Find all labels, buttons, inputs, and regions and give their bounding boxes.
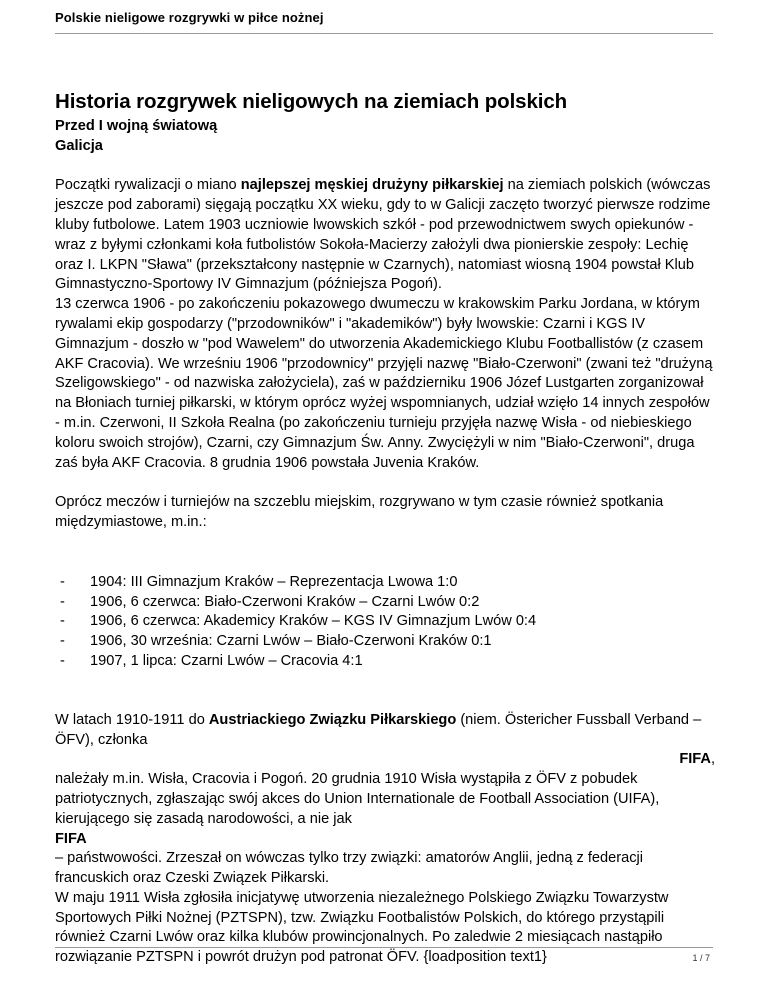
list-bullet: - [60, 593, 65, 610]
list-bullet: - [60, 613, 65, 630]
list-item [55, 593, 715, 613]
match-text: 1907, 1 lipca: Czarni Lwów – Cracovia 4:1 [90, 652, 363, 669]
list-item [55, 573, 715, 593]
article-body [55, 90, 715, 968]
paragraph-intercity: Oprócz meczów i turniejów na szczeblu miejskim, rozgrywano w tym czasie również spotkania międzymiastowe, m.in.: [55, 494, 664, 530]
running-header: Polskie nieligowe rozgrywki w piłce nożnej [55, 10, 324, 25]
fifa-line [55, 750, 715, 770]
paragraph-cracow-1906: 13 czerwca 1906 - po zakończeniu pokazowego dwumeczu w krakowskim Parku Jordana, w którym rywalami ekip gospodarzy ("przodowników" i "akademików") były lwowskie: Czarni i KGS IV Gimnazjum - doszło w "pod Wawelem" do utworzenia Akademickiego Klubu Footballistów (z czasem AKF Cracovia). We wrześniu 1906 "przodownicy" przyjęli nazwę "Biało-Czerwoni" (zwani też "drużyną Szeligowskiego" - od nazwiska założyciela), zaś w październiku 1906 Józef Lustgarten zorganizował na Błoniach turniej piłkarski, w którym oprócz wyżej wspomnianych, udział wzięło 14 innych zespołów - m.in. Czerwoni, II Szkoła Realna (po zakończeniu turnieju przyjęła nazwę Wisła - od niebieskiego koloru swoich strojów), Czarni, czy Gimnazjum Św. Anny. Zwyciężyli w nim "Biało-Czerwoni", druga zaś była AKF Cracovia. 8 grudnia 1906 powstała Juvenia Kraków. [55, 296, 713, 471]
fifa-bold: FIFA [679, 751, 711, 768]
bold-phrase: najlepszej męskiej drużyny piłkarskiej [240, 177, 504, 194]
match-text: 1906, 6 czerwca: Biało-Czerwoni Kraków – Czarni Lwów 0:2 [90, 593, 480, 610]
match-text: 1904: III Gimnazjum Kraków – Reprezentacja Lwowa 1:0 [90, 573, 458, 590]
list-item [55, 632, 715, 652]
page-number: 1 / 7 [692, 953, 710, 963]
footer-divider [55, 947, 713, 948]
paragraph-federations: – państwowości. Zrzeszał on wówczas tylko trzy związki: amatorów Anglii, jedną z federacji francuskich oraz Czeski Związek Piłkarski. [55, 850, 644, 887]
bold-phrase: Austriackiego Związku Piłkarskiego [208, 711, 457, 728]
match-text: 1906, 30 września: Czarni Lwów – Biało-Czerwoni Kraków 0:1 [90, 633, 492, 650]
list-bullet: - [60, 652, 65, 669]
subsection-heading: Galicja [55, 137, 103, 154]
paragraph-ofv [55, 711, 715, 751]
header-divider [55, 33, 713, 34]
fifa-bold: FIFA [55, 830, 87, 847]
text-span: W latach 1910-1911 do [55, 711, 209, 728]
paragraph-uifa: należały m.in. Wisła, Cracovia i Pogoń. 20 grudnia 1910 Wisła wystąpiła z ÖFV z pobudek patriotycznych, zgłaszając swój akces do Union Internationale de Football Association (UIFA), kierującego się zasadą narodowości, a nie jak [55, 771, 660, 827]
list-item [55, 652, 715, 672]
list-bullet: - [60, 633, 65, 650]
fifa-bold-line [55, 830, 715, 850]
article-title: Historia rozgrywek nieligowych na ziemiach polskich [55, 90, 568, 113]
list-bullet: - [60, 573, 65, 590]
section-heading: Przed I wojną światową [55, 118, 218, 134]
match-list [55, 573, 715, 672]
text-span: Początki rywalizacji o miano [55, 177, 241, 194]
list-item [55, 612, 715, 632]
text-span: (niem. Östericher Fussball Verband – ÖFV), członka [55, 711, 702, 748]
text-span: na ziemiach polskich (wówczas jeszcze pod zaborami) sięgają początku XX wieku, gdy to w Galicji zaczęto tworzyć pierwsze rodzime kluby futbolowe. Latem 1903 uczniowie lwowskich szkół - pod przewodnictwem swych opiekunów - wraz z byłymi członkami koła futbolistów Sokoła-Macierzy założyli dwa pionierskie zespoły: Lechię oraz I. LKPN "Sława" (przekształcony następnie w Czarnych), natomiast wiosną 1904 powstał Klub Gimnastyczno-Sportowy IV Gimnazjum (późniejsza Pogoń). [55, 177, 711, 293]
paragraph-origins [55, 176, 715, 295]
comma: , [710, 751, 715, 768]
match-text: 1906, 6 czerwca: Akademicy Kraków – KGS IV Gimnazjum Lwów 0:4 [90, 613, 537, 630]
paragraph-pztspn: W maju 1911 Wisła zgłosiła inicjatywę utworzenia niezależnego Polskiego Związku Towarzystw Sportowych Piłki Nożnej (PZTSPN), tzw. Związku Footbalistów Polskich, do którego przystąpili również Czarni Lwów oraz kilka klubów prowincjonalnych. Po zaledwie 2 miesiącach nastąpiło rozwiązanie PZTSPN i powrót drużyn pod patronat ÖFV. {loadposition text1} [55, 889, 669, 966]
